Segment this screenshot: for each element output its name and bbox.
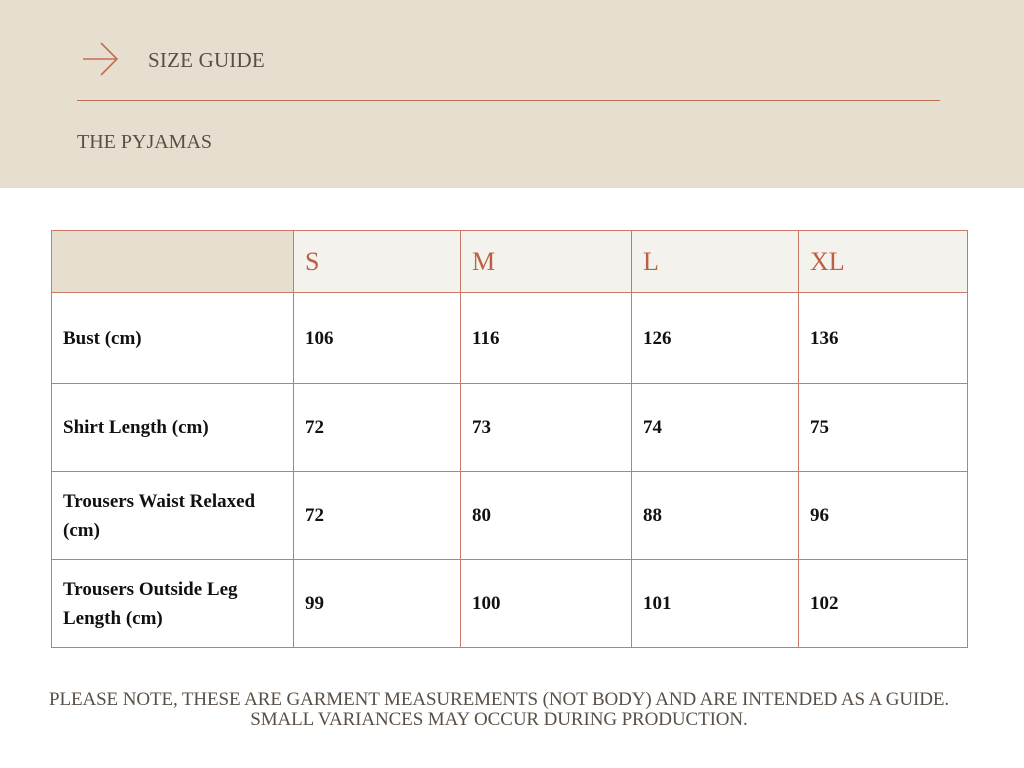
table-row bbox=[52, 560, 968, 648]
size-table bbox=[51, 230, 968, 648]
table-cell: 72 bbox=[294, 472, 461, 560]
table-cell: 136 bbox=[799, 293, 968, 384]
header-banner bbox=[0, 0, 1024, 188]
table-row bbox=[52, 472, 968, 560]
row-label: Trousers Outside Leg Length (cm) bbox=[52, 560, 294, 648]
row-label: Bust (cm) bbox=[52, 293, 294, 384]
page-title: SIZE GUIDE bbox=[148, 48, 265, 72]
table-cell: 126 bbox=[632, 293, 799, 384]
table-row bbox=[52, 293, 968, 384]
table-row bbox=[52, 384, 968, 472]
size-header-m: M bbox=[461, 231, 632, 293]
table-cell: 101 bbox=[632, 560, 799, 648]
row-label: Trousers Waist Relaxed (cm) bbox=[52, 472, 294, 560]
table-cell: 75 bbox=[799, 384, 968, 472]
table-cell: 80 bbox=[461, 472, 632, 560]
table-cell: 100 bbox=[461, 560, 632, 648]
table-cell: 116 bbox=[461, 293, 632, 384]
table-corner-cell bbox=[52, 231, 294, 293]
table-cell: 99 bbox=[294, 560, 461, 648]
table-cell: 102 bbox=[799, 560, 968, 648]
table-cell: 96 bbox=[799, 472, 968, 560]
page-subtitle: THE PYJAMAS bbox=[77, 131, 213, 153]
size-header-xl: XL bbox=[799, 231, 968, 293]
header-divider bbox=[77, 100, 940, 101]
table-cell: 88 bbox=[632, 472, 799, 560]
size-header-s: S bbox=[294, 231, 461, 293]
table-cell: 74 bbox=[632, 384, 799, 472]
table-cell: 73 bbox=[461, 384, 632, 472]
measurement-note: PLEASE NOTE, THESE ARE GARMENT MEASUREMENTS (NOT BODY) AND ARE INTENDED AS A GUIDE. SMALL VARIANCES MAY OCCUR DURING PRODUCTION. bbox=[48, 689, 950, 730]
table-cell: 106 bbox=[294, 293, 461, 384]
table-cell: 72 bbox=[294, 384, 461, 472]
row-label: Shirt Length (cm) bbox=[52, 384, 294, 472]
size-header-row bbox=[52, 231, 968, 293]
arrow-right-icon bbox=[80, 40, 120, 78]
size-header-l: L bbox=[632, 231, 799, 293]
